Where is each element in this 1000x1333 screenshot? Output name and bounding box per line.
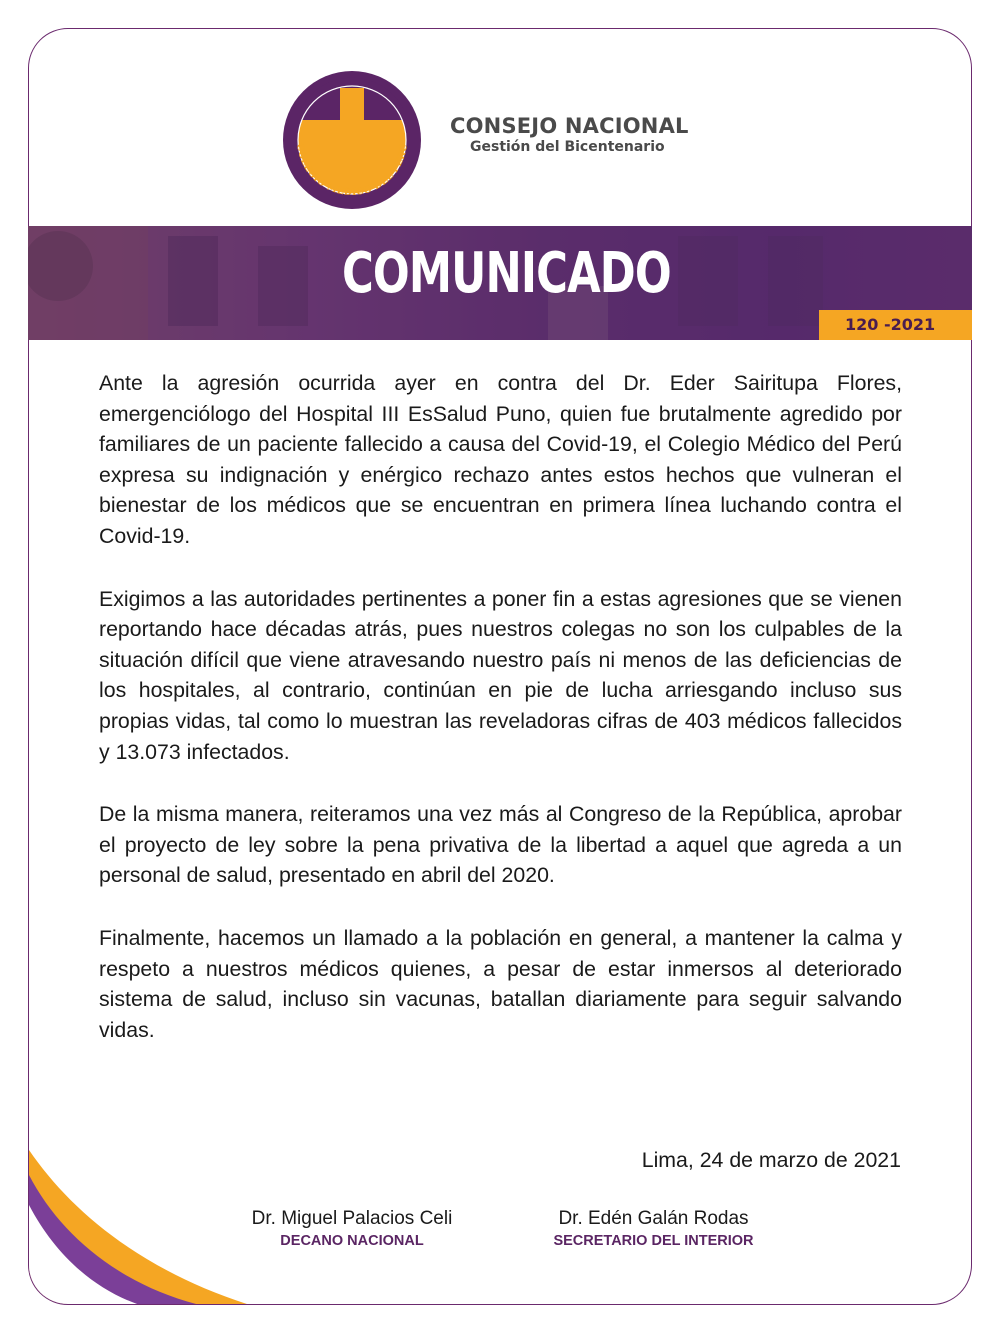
paragraph: Finalmente, hacemos un llamado a la población en general, a mantener la calma y respeto a nuestros médicos quienes, a pesar de estar inmersos al deteriorado sistema de salud, incluso sin vacunas, batallan diariamente para seguir salvando vidas. bbox=[99, 925, 902, 1042]
signature-block bbox=[536, 1208, 771, 1249]
paragraph: Ante la agresión ocurrida ayer en contra del Dr. Eder Sairitupa Flores, emergenciólogo del Hospital III EsSalud Puno, quien fue brutalmente agredido por familiares de un paciente fallecido a causa del Covid-19, el Colegio Médico del Perú expresa su indignación y enérgico rechazo antes estos hechos que vulneran el bienestar de los médicos que se encuentran en primera línea luchando contra el Covid-19. bbox=[99, 371, 902, 548]
org-name: CONSEJO NACIONAL bbox=[450, 114, 689, 138]
colegio-medico-seal-icon bbox=[282, 70, 422, 210]
signature-role: SECRETARIO DEL INTERIOR bbox=[553, 1233, 754, 1249]
signature-name: Dr. Miguel Palacios Celi bbox=[251, 1208, 453, 1229]
body-text bbox=[99, 368, 902, 1077]
logo-text: COLEGIO MEDICO DEL PERU bbox=[294, 142, 410, 199]
banner-title: COMUNICADO bbox=[342, 241, 671, 306]
signature-name: Dr. Edén Galán Rodas bbox=[558, 1208, 749, 1229]
logo bbox=[282, 70, 422, 210]
org-subtitle: Gestión del Bicentenario bbox=[470, 139, 665, 155]
signature-role: DECANO NACIONAL bbox=[280, 1233, 424, 1249]
paragraph: Exigimos a las autoridades pertinentes a poner fin a estas agresiones que se vienen reportando hace décadas atrás, pues nuestros colegas no son los culpables de la situación difícil que viene atravesando nuestro país ni menos de las deficiencias de los hospitales, al contrario, continúan en pie de lucha arriesgando incluso sus propias vidas, tal como lo muestran las reveladoras cifras de 403 médicos fallecidos y 13.073 infectados. bbox=[99, 586, 902, 764]
date-line: Lima, 24 de marzo de 2021 bbox=[641, 1148, 901, 1172]
org-block bbox=[450, 114, 689, 155]
document-number-tag: 120 -2021 bbox=[819, 310, 972, 340]
signature-block bbox=[230, 1208, 474, 1249]
paragraph: De la misma manera, reiteramos una vez más al Congreso de la República, aprobar el proyecto de ley sobre la pena privativa de la libertad a aquel que agreda a un personal de salud, presentado en abril del 2020. bbox=[99, 802, 902, 888]
